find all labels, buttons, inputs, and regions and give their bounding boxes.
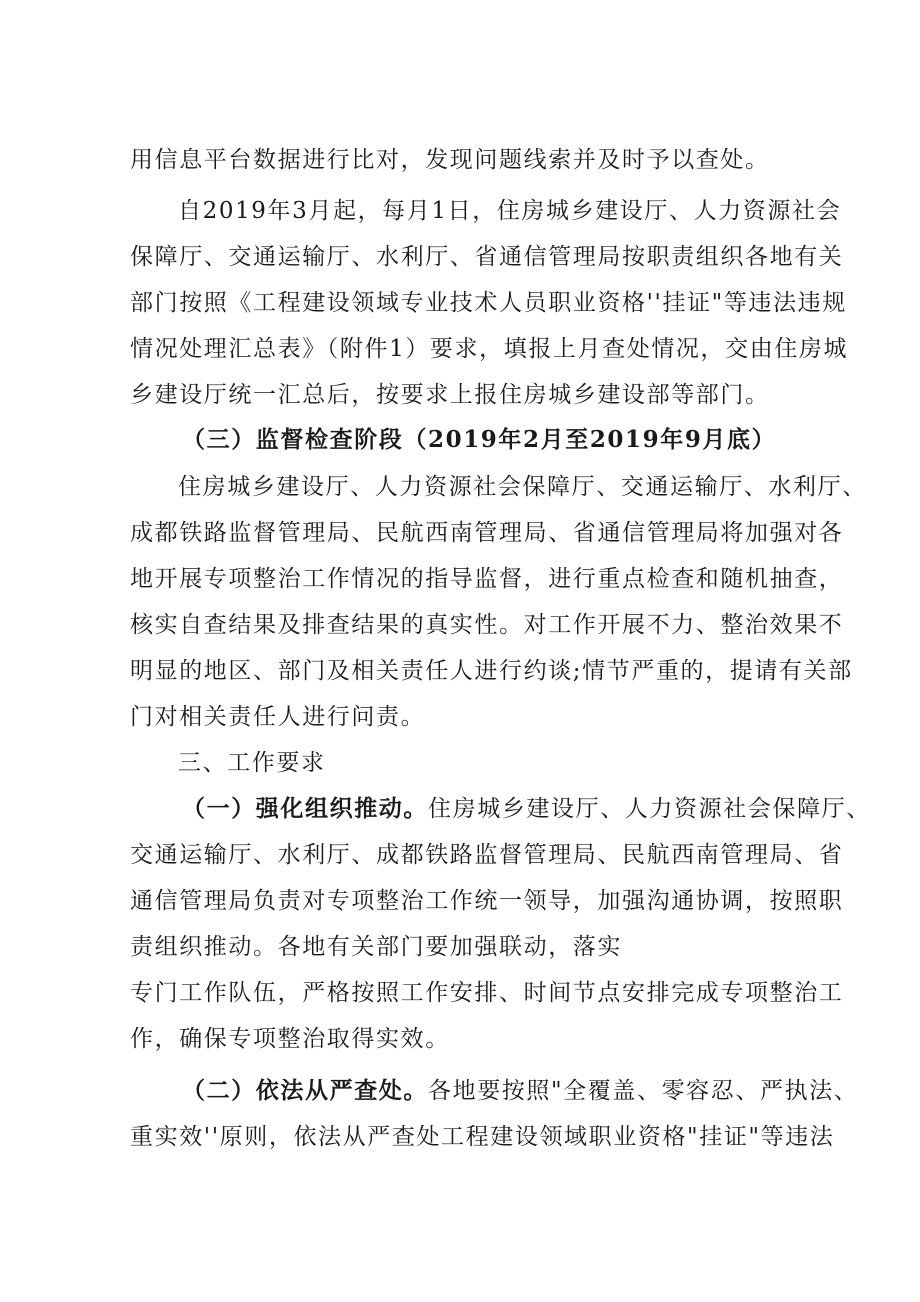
paragraph-line: 门对相关责任人进行问责。 bbox=[130, 704, 426, 730]
paragraph-line: 成都铁路监督管理局、民航西南管理局、省通信管理局将加强对各 bbox=[130, 520, 844, 546]
paragraph-text: 住房城乡建设厅、人力资源社会保障厅、 bbox=[428, 796, 871, 822]
paragraph-line: 用信息平台数据进行比对，发现问题线索并及时予以查处。 bbox=[130, 147, 770, 173]
paragraph-line: 地开展专项整治工作情况的指导监督，进行重点检查和随机抽查， bbox=[130, 566, 844, 592]
subheading-bold: （一）强化组织推动。 bbox=[182, 795, 428, 822]
section-heading: （三）监督检查阶段（2019年2月至2019年9月底） bbox=[182, 426, 777, 453]
paragraph-line: 部门按照《工程建设领域专业技术人员职业资格''挂证"等违法违规 bbox=[130, 290, 847, 316]
paragraph-line: 明显的地区、部门及相关责任人进行约谈;情节严重的，提请有关部 bbox=[130, 658, 853, 684]
paragraph-line: 交通运输厅、水利厅、成都铁路监督管理局、民航西南管理局、省 bbox=[130, 842, 844, 868]
paragraph-line: 通信管理局负责对专项整治工作统一领导，加强沟通协调，按照职 bbox=[130, 888, 844, 914]
paragraph-line: 乡建设厅统一汇总后，按要求上报住房城乡建设部等部门。 bbox=[130, 382, 770, 408]
paragraph-line bbox=[182, 794, 871, 824]
paragraph-line: 自2019年3月起，每月1日，住房城乡建设厅、人力资源社会 bbox=[178, 198, 842, 224]
paragraph-line: 作，确保专项整治取得实效。 bbox=[130, 1026, 450, 1052]
paragraph-line: 专门工作队伍，严格按照工作安排、时间节点安排完成专项整治工 bbox=[130, 980, 844, 1006]
paragraph-line: 情况处理汇总表》（附件1）要求，填报上月查处情况，交由住房城 bbox=[130, 336, 849, 362]
paragraph-text: 各地要按照"全覆盖、零容忍、严执法、 bbox=[428, 1078, 859, 1104]
paragraph-line: 重实效''原则，依法从严查处工程建设领域职业资格"挂证"等违法 bbox=[130, 1124, 835, 1150]
paragraph-line: 核实自查结果及排查结果的真实性。对工作开展不力、整治效果不 bbox=[130, 612, 844, 638]
paragraph-line bbox=[182, 1076, 858, 1106]
paragraph-line: 责组织推动。各地有关部门要加强联动，落实 bbox=[130, 934, 622, 960]
paragraph-line: 保障厅、交通运输厅、水利厅、省通信管理局按职责组织各地有关 bbox=[130, 244, 844, 270]
paragraph-line: 住房城乡建设厅、人力资源社会保障厅、交通运输厅、水利厅、 bbox=[178, 474, 867, 500]
subheading-bold: （二）依法从严查处。 bbox=[182, 1077, 428, 1104]
section-title: 三、工作要求 bbox=[178, 750, 326, 776]
